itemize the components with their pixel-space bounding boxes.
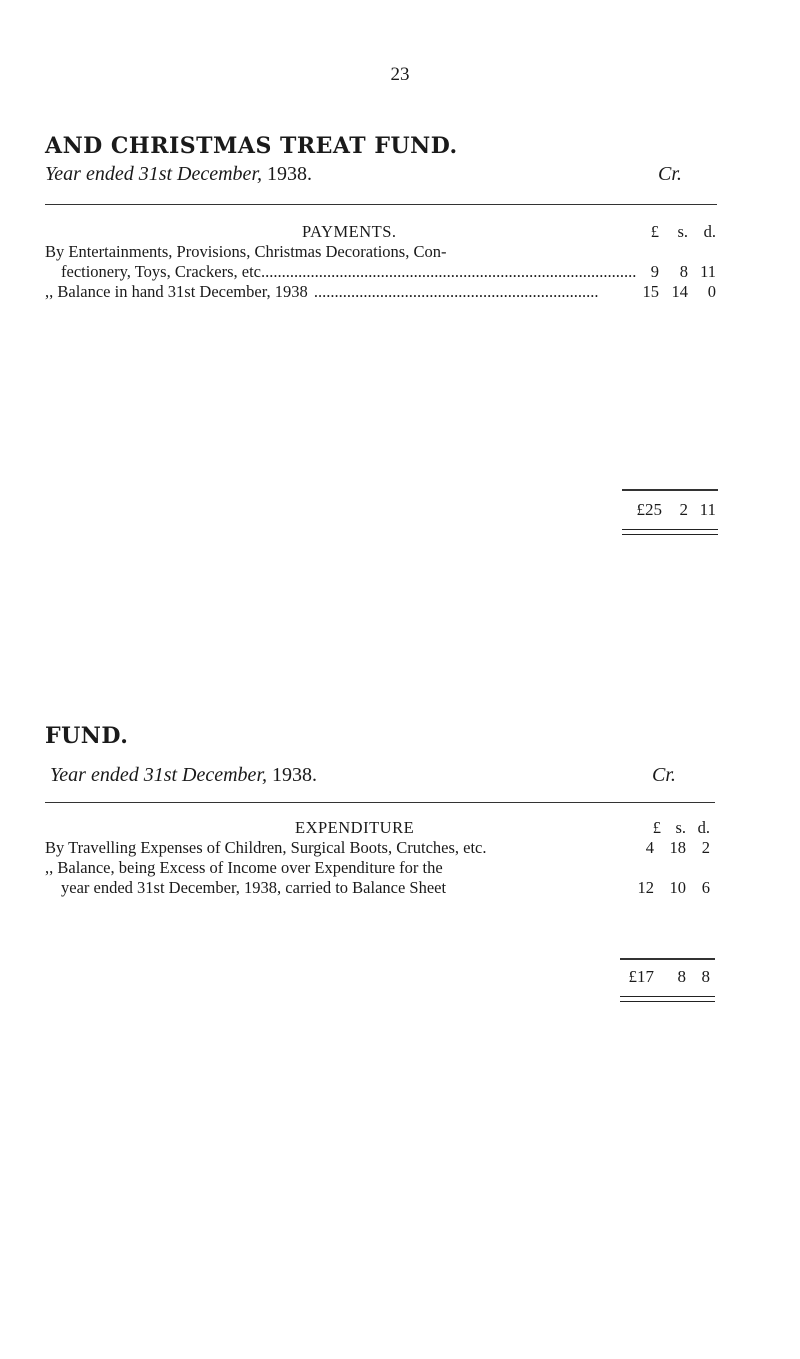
section2-pence-header: d. [697, 818, 710, 837]
section1-entry2-line1 [45, 282, 635, 302]
section1-entry1-pence: 11 [700, 262, 716, 281]
section2-entry1-pounds: 4 [645, 838, 654, 857]
section1-entry2-shillings: 14 [671, 282, 688, 301]
section2-year-prefix: Year ended [50, 764, 144, 786]
section2-shillings-header: s. [675, 818, 686, 837]
section2-year: 1938. [267, 764, 318, 786]
section2-total-double-rule [620, 996, 715, 1002]
section2-entry1-shillings: 18 [669, 838, 686, 857]
section1-entry2-pence: 0 [707, 282, 716, 301]
section2-entry2-line2: year ended 31st December, 1938, carried to Balance Sheet [61, 878, 447, 897]
section1-entry2-text: ,, Balance in hand 31st December, 1938 [45, 282, 308, 301]
section1-entry1-line1: By Entertainments, Provisions, Christmas Decorations, Con- [45, 242, 447, 261]
section1-total-pounds: £25 [636, 500, 662, 519]
section1-date: 31st December, [138, 163, 263, 185]
section2-top-rule [45, 802, 715, 803]
section2-total-shillings: 8 [677, 967, 686, 986]
section2-date: 31st December, [143, 764, 268, 786]
section2-entry2-pence: 6 [701, 878, 710, 897]
section1-top-rule [45, 204, 717, 205]
section2-heading: FUND. [45, 723, 129, 749]
section1-shillings-header: s. [677, 222, 688, 241]
section2-entry2-line1: ,, Balance, being Excess of Income over Expenditure for the [45, 858, 443, 877]
section2-column-title: EXPENDITURE [295, 818, 415, 837]
section1-total-top-rule [622, 489, 718, 491]
section1-pence-header: d. [703, 222, 716, 241]
section2-pounds-header: £ [652, 818, 661, 837]
section2-subheading [50, 764, 317, 787]
section1-total-double-rule [622, 529, 718, 535]
leader-dots: .......................................................................................... [265, 262, 637, 281]
section2-entry2-shillings: 10 [669, 878, 686, 897]
section1-year-prefix: Year ended [45, 163, 139, 185]
section1-total-pence: 11 [699, 500, 716, 519]
section1-cr-label [658, 163, 682, 186]
section1-year: 1938. [262, 163, 313, 185]
section2-cr-text: Cr. [652, 764, 676, 786]
section2-total-pence: 8 [701, 967, 710, 986]
section1-entry1-text: fectionery, Toys, Crackers, etc. [61, 262, 266, 281]
section1-pounds-header: £ [650, 222, 659, 241]
section1-entry1-line2 [61, 262, 641, 282]
section2-entry1-line1: By Travelling Expenses of Children, Surgical Boots, Crutches, etc. [45, 838, 487, 857]
leader-dots: ..................................................................... [313, 282, 599, 301]
section2-entry1-pence: 2 [701, 838, 710, 857]
section1-heading: AND CHRISTMAS TREAT FUND. [45, 133, 458, 159]
section1-total-shillings: 2 [679, 500, 688, 519]
section1-entry1-shillings: 8 [679, 262, 688, 281]
page-number: 23 [390, 64, 410, 85]
section1-subheading [45, 163, 312, 186]
section2-cr-label [652, 764, 676, 787]
section1-column-title: PAYMENTS. [302, 222, 397, 241]
section1-entry2-pounds: 15 [642, 282, 659, 301]
section1-cr-text: Cr. [658, 163, 682, 185]
section2-total-top-rule [620, 958, 715, 960]
section1-entry1-pounds: 9 [650, 262, 659, 281]
section2-total-pounds: £17 [628, 967, 654, 986]
section2-entry2-pounds: 12 [637, 878, 654, 897]
